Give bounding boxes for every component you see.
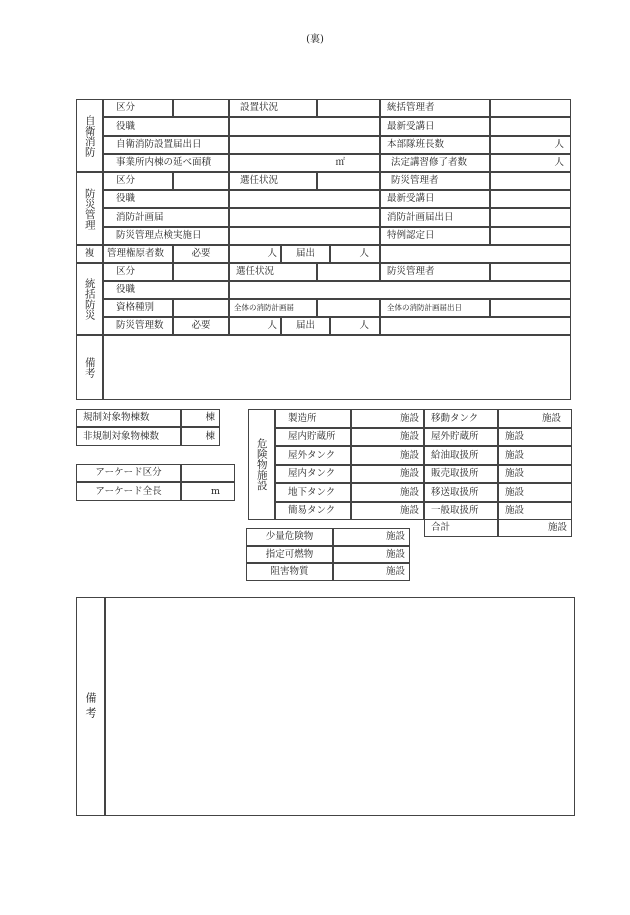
tokurei-value[interactable] bbox=[490, 227, 571, 245]
biko-area-top[interactable] bbox=[103, 335, 571, 400]
kiken-left-value[interactable]: 施設 bbox=[351, 502, 424, 520]
hi-kisei-label: 非規制対象物棟数 bbox=[76, 427, 181, 446]
shikaku-label: 資格種別 bbox=[103, 299, 173, 317]
zentai-todoke-label: 全体の消防計画届出日 bbox=[380, 299, 490, 317]
fuku-label: 複 bbox=[76, 245, 103, 263]
biko-area-bottom[interactable] bbox=[105, 597, 575, 816]
houtei-value[interactable]: 人 bbox=[490, 154, 571, 172]
kiken-right-label: 移送取扱所 bbox=[424, 483, 498, 502]
shoryou-value[interactable]: 施設 bbox=[333, 528, 410, 546]
zentai-keikaku-value[interactable] bbox=[317, 299, 380, 317]
jishu-secchi-label: 設置状況 bbox=[229, 99, 317, 117]
bousai-yakushoku-value[interactable] bbox=[229, 190, 380, 208]
arcade-zencho-value[interactable]: m bbox=[181, 482, 235, 501]
shoryou-value[interactable]: 施設 bbox=[333, 546, 410, 563]
gokei-value[interactable]: 施設 bbox=[498, 519, 572, 537]
bousai-kanrisha-label: 防災管理者 bbox=[380, 172, 490, 190]
tokatsu-yakushoku-value[interactable] bbox=[229, 281, 571, 299]
jishu-secchi-todoke-label: 自衛消防設置届出日 bbox=[103, 136, 229, 154]
kiken-left-label: 地下タンク bbox=[275, 483, 351, 502]
gokei-label: 合計 bbox=[424, 519, 498, 537]
kiken-left-label: 屋外タンク bbox=[275, 446, 351, 465]
bousai-kanrisha-value[interactable] bbox=[490, 172, 571, 190]
shoryou-label: 阻害物質 bbox=[246, 563, 333, 581]
kiken-right-label: 移動タンク bbox=[424, 409, 498, 428]
fuku-todoke-label: 届出 bbox=[281, 245, 330, 263]
shoryou-label: 少量危険物 bbox=[246, 528, 333, 546]
bousai-tenken-value[interactable] bbox=[229, 227, 380, 245]
tokatsu-blank[interactable] bbox=[380, 317, 571, 335]
bousai-senin-label: 選任状況 bbox=[229, 172, 317, 190]
fuku-todoke-value[interactable]: 人 bbox=[330, 245, 380, 263]
tokatsu-kubun-label: 区分 bbox=[103, 263, 173, 281]
tokatsu-senin-value[interactable] bbox=[317, 263, 380, 281]
kiken-left-value[interactable]: 施設 bbox=[351, 409, 424, 428]
bousai-kanri-label: 防災管理 bbox=[76, 172, 103, 245]
kiken-left-label: 簡易タンク bbox=[275, 502, 351, 520]
kanrikengen-label: 管理権原者数 bbox=[103, 245, 173, 263]
kiken-right-value[interactable]: 施設 bbox=[498, 428, 572, 446]
bousai-saishin-value[interactable] bbox=[490, 190, 571, 208]
hi-kisei-value[interactable]: 棟 bbox=[181, 427, 220, 446]
kiken-left-label: 製造所 bbox=[275, 409, 351, 428]
kiken-right-value[interactable]: 施設 bbox=[498, 446, 572, 465]
arcade-kubun-value[interactable] bbox=[181, 464, 235, 482]
tokatsu-kubun-value[interactable] bbox=[173, 263, 229, 281]
tokatsu-kanrisha-label: 防災管理者 bbox=[380, 263, 490, 281]
zentai-todoke-value[interactable] bbox=[490, 299, 571, 317]
kiken-left-value[interactable]: 施設 bbox=[351, 428, 424, 446]
tokatsu-yakushoku-label: 役職 bbox=[103, 281, 229, 299]
kiken-left-value[interactable]: 施設 bbox=[351, 446, 424, 465]
honbu-hancho-value[interactable]: 人 bbox=[490, 136, 571, 154]
tokatsu-bousai-label: 統括防災 bbox=[76, 263, 103, 335]
kanri-su-label: 防災管理数 bbox=[103, 317, 173, 335]
houtei-label: 法定講習修了者数 bbox=[380, 154, 490, 172]
jishu-shobo-label: 自衛消防 bbox=[76, 99, 103, 172]
kiken-right-label: 販売取扱所 bbox=[424, 465, 498, 483]
bousai-kubun-value[interactable] bbox=[173, 172, 229, 190]
fuku-hitsuyo-label: 必要 bbox=[173, 245, 229, 263]
arcade-zencho-label: アーケード全長 bbox=[76, 482, 181, 501]
tokatsu-hitsuyo-value[interactable]: 人 bbox=[229, 317, 281, 335]
kiken-right-value[interactable]: 施設 bbox=[498, 409, 572, 428]
bousai-keikaku-todoke-value[interactable] bbox=[490, 208, 571, 227]
kisei-taisho-label: 規制対象物棟数 bbox=[76, 409, 181, 427]
fuku-blank[interactable] bbox=[380, 245, 571, 263]
bousai-senin-value[interactable] bbox=[317, 172, 380, 190]
jishu-kubun-label: 区分 bbox=[103, 99, 173, 117]
kiken-left-label: 屋内タンク bbox=[275, 465, 351, 483]
kiken-right-label: 一般取扱所 bbox=[424, 502, 498, 520]
tokatsu-todoke-label: 届出 bbox=[281, 317, 330, 335]
jishu-secchi-todoke-value[interactable] bbox=[229, 136, 380, 154]
menseki-value[interactable]: ㎡ bbox=[229, 154, 380, 172]
bousai-keikaku-label: 消防計画届 bbox=[103, 208, 229, 227]
jishu-yakushoku-value[interactable] bbox=[229, 117, 380, 136]
shoryou-value[interactable]: 施設 bbox=[333, 563, 410, 581]
jishu-secchi-value[interactable] bbox=[317, 99, 380, 117]
tokatsu-hitsuyo-label: 必要 bbox=[173, 317, 229, 335]
page-title: (裏) bbox=[306, 34, 324, 45]
kiken-left-value[interactable]: 施設 bbox=[351, 465, 424, 483]
honbu-hancho-label: 本部隊班長数 bbox=[380, 136, 490, 154]
biko-label-top: 備考 bbox=[76, 335, 103, 400]
jishu-saishin-label: 最新受講日 bbox=[380, 117, 490, 136]
bousai-saishin-label: 最新受講日 bbox=[380, 190, 490, 208]
kikenbutsu-label: 危険物施設 bbox=[248, 409, 275, 520]
arcade-kubun-label: アーケード区分 bbox=[76, 464, 181, 482]
tokatsu-todoke-value[interactable]: 人 bbox=[330, 317, 380, 335]
kiken-left-value[interactable]: 施設 bbox=[351, 483, 424, 502]
bousai-yakushoku-label: 役職 bbox=[103, 190, 229, 208]
bousai-tenken-label: 防災管理点検実施日 bbox=[103, 227, 229, 245]
kisei-taisho-value[interactable]: 棟 bbox=[181, 409, 220, 427]
bousai-kubun-label: 区分 bbox=[103, 172, 173, 190]
kiken-right-value[interactable]: 施設 bbox=[498, 465, 572, 483]
menseki-label: 事業所内棟の延べ面積 bbox=[103, 154, 229, 172]
bousai-keikaku-todoke-label: 消防計画届出日 bbox=[380, 208, 490, 227]
kiken-left-label: 屋内貯蔵所 bbox=[275, 428, 351, 446]
fuku-hitsuyo-value[interactable]: 人 bbox=[229, 245, 281, 263]
tokatsu-kanrisha-value[interactable] bbox=[490, 263, 571, 281]
tokatsu-kanrisha-label: 統括管理者 bbox=[380, 99, 490, 117]
biko-label-bottom: 備考 bbox=[76, 597, 105, 816]
bousai-keikaku-value[interactable] bbox=[229, 208, 380, 227]
zentai-keikaku-label: 全体の消防計画届 bbox=[229, 299, 317, 317]
jishu-kubun-value[interactable] bbox=[173, 99, 229, 117]
jishu-saishin-value[interactable] bbox=[490, 117, 571, 136]
jishu-yakushoku-label: 役職 bbox=[103, 117, 229, 136]
tokatsu-senin-label: 選任状況 bbox=[229, 263, 317, 281]
kiken-right-value[interactable]: 施設 bbox=[498, 502, 572, 520]
shikaku-value[interactable] bbox=[173, 299, 229, 317]
tokatsu-kanrisha-value[interactable] bbox=[490, 99, 571, 117]
kiken-right-label: 屋外貯蔵所 bbox=[424, 428, 498, 446]
kiken-right-label: 給油取扱所 bbox=[424, 446, 498, 465]
kiken-right-value[interactable]: 施設 bbox=[498, 483, 572, 502]
tokurei-label: 特例認定日 bbox=[380, 227, 490, 245]
shoryou-label: 指定可燃物 bbox=[246, 546, 333, 563]
